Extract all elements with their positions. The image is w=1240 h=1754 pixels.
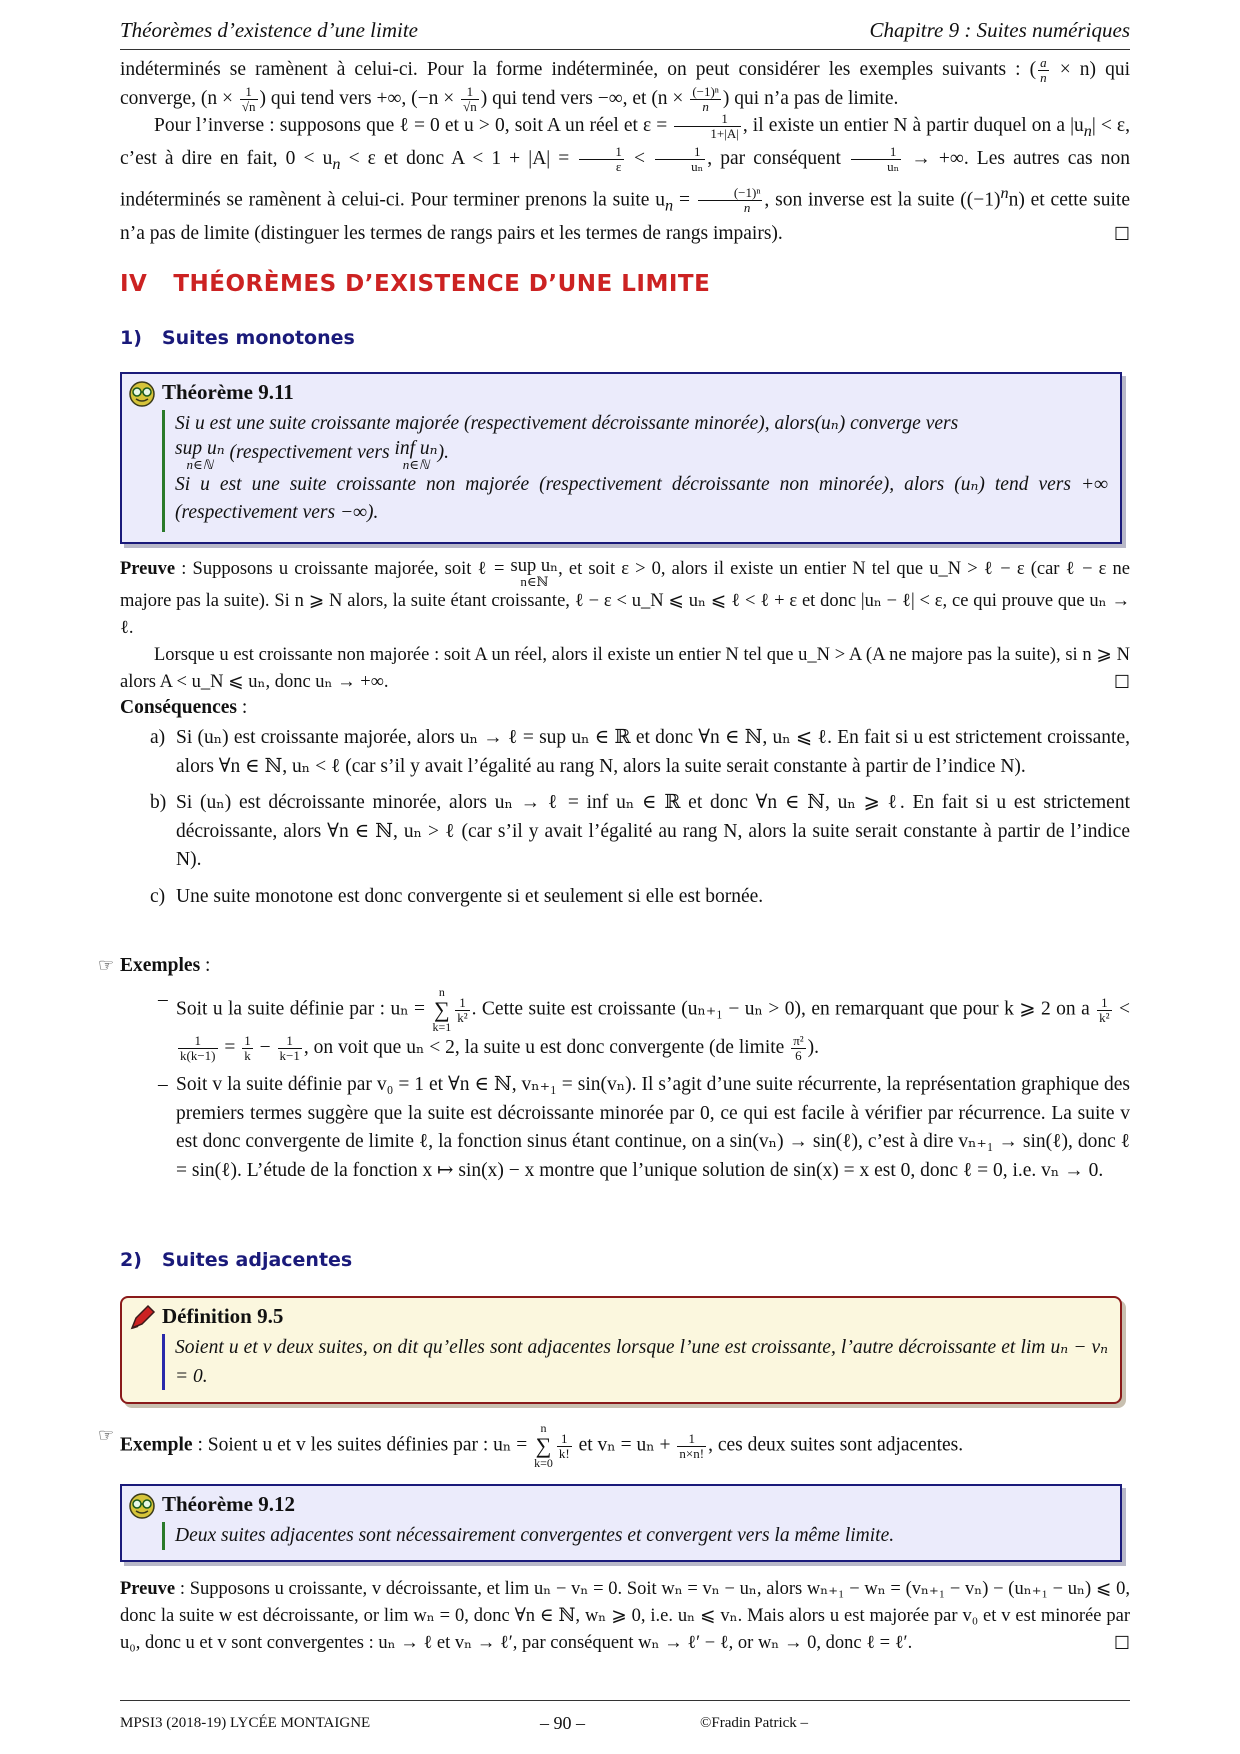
footer-left: MPSI3 (2018-19) LYCÉE MONTAIGNE [120, 1715, 371, 1731]
list-item: c) Une suite monotone est donc convergente si et seulement si elle est bornée. [150, 885, 764, 907]
sup-operator: sup uₙ n∈ℕ [175, 437, 225, 472]
pen-icon [128, 1304, 156, 1332]
fraction: $\frac{1}{k-1}$ [279, 1033, 300, 1064]
definition-9-5-box [120, 1296, 1122, 1404]
fraction: $\frac{1}{k}$ [244, 1033, 251, 1064]
fraction: $\frac{\text{(−1)ⁿ}}{n}$ [692, 84, 719, 115]
fraction: $\frac{\text{(−1)ⁿ}}{n}$ [698, 186, 763, 215]
consequences-list [150, 724, 1130, 919]
qed-symbol: ☐ [1113, 223, 1130, 244]
header-right: Chapitre 9 : Suites numériques [869, 18, 1130, 42]
theorem-title: Théorème 9.11 [162, 380, 294, 404]
pointing-hand-icon: ☞ [98, 955, 115, 976]
theorem-9-11-box [120, 372, 1122, 544]
theorem-body: Deux suites adjacentes sont nécessairement convergentes et convergent vers la même limite. [162, 1522, 1108, 1550]
intro-paragraph-2: Pour l’inverse : supposons que ℓ = 0 et u > 0, soit A un réel et ε = $\frac{1}{1+|A|}$ , il existe un entier N à partir duquel on a $|u_n| < \varepsilon$, c’est à dire en fait, $0 < u_n < \varepsilon$ et donc A < 1 + |A| = $\frac{1}{\varepsilon}$ < $\frac{1}{\text{uₙ}}$ , par conséquent $\frac{1}{\text{uₙ}}$ → +∞. Les autres cas non indéterminés se ramènent à celui-ci. Pour terminer prenons la suite $u_n$ = $\frac{\text{(−1)ⁿ}}{n}$ , son inverse est la suite $((-1)^nn)$ et cette suite n’a pas de limite (distinguer les termes de rangs pairs et les termes de rangs impairs). ☐ [120, 112, 1130, 248]
footer-right: ©Fradin Patrick – [700, 1715, 809, 1731]
fraction: $\frac{1}{√n}$ [241, 84, 256, 115]
definition-body: Soient u et v deux suites, on dit qu’elles sont adjacentes lorsque l’une est croissante, l’autre décroissante et lim uₙ − vₙ = 0. [162, 1334, 1108, 1390]
subsection-heading-monotones: 1) Suites monotones [120, 327, 355, 349]
fraction: $\frac{1}{k(k-1)}$ [180, 1033, 216, 1064]
header-left: Théorèmes d’existence d’une limite [120, 18, 418, 42]
section-heading: IV THÉORÈMES D’EXISTENCE D’UNE LIMITE [120, 271, 711, 297]
inf-operator: inf uₙ n∈ℕ [394, 437, 438, 472]
theorem-9-12-box [120, 1484, 1122, 1562]
fraction: $\frac{\text{π²}}{6}$ [793, 1033, 804, 1064]
smiley-glasses-icon [128, 1492, 156, 1520]
fraction: $\frac{1}{\text{k²}}$ [457, 994, 468, 1025]
list-item: b) Si (uₙ) est décroissante minorée, alors uₙ → ℓ = inf uₙ ∈ ℝ et donc ∀n ∈ ℕ, uₙ ⩾ ℓ. En fait si u est strictement décroissante, alors ∀n ∈ ℕ, uₙ > ℓ (car s’il y avait l’égalité au rang N, alors la suite serait constante à partir de l’indice N). [150, 792, 1130, 870]
definition-title: Définition 9.5 [162, 1304, 284, 1328]
proof-theorem-9-12: Preuve : Supposons u croissante, v décroissante, et lim uₙ − vₙ = 0. Soit wₙ = vₙ − uₙ, alors wₙ₊₁ − wₙ = (vₙ₊₁ − vₙ) − (uₙ₊₁ − uₙ) ⩽ 0, donc la suite w est décroissante, or lim wₙ = 0, donc ∀n ∈ ℕ, wₙ ⩾ 0, i.e. uₙ ⩽ vₙ. Mais alors u est majorée par v₀ et v est minorée par u₀, donc u et v sont convergentes : uₙ → ℓ et vₙ → ℓ′, par conséquent wₙ → ℓ′ − ℓ, or wₙ → 0, donc ℓ = ℓ′. ☐ [120, 1576, 1130, 1657]
examples-list [158, 985, 1130, 1193]
example-adjacentes: ☞ Exemple : Soient u et v les suites définies par : uₙ = n ∑ k=0 $\frac{1}{k!}$ et vₙ = uₙ + $\frac{1}{n\times n!}$ , ces deux suites sont adjacentes. [98, 1421, 964, 1470]
consequences-heading: Conséquences : [120, 697, 248, 718]
fraction: $\frac{1}{n\times n!}$ [679, 1430, 705, 1461]
fraction: $\frac{1}{\text{uₙ}}$ [851, 145, 901, 174]
fraction: $\frac{1}{\text{k²}}$ [1099, 994, 1110, 1025]
fraction: $\frac{1}{\varepsilon}$ [579, 145, 624, 174]
list-item: a) Si (uₙ) est croissante majorée, alors uₙ → ℓ = sup uₙ ∈ ℝ et donc ∀n ∈ ℕ, uₙ ⩽ ℓ. En fait si u est strictement croissante, alors ∀n ∈ ℕ, uₙ < ℓ (car s’il y avait l’égalité au rang N, alors la suite serait constante à partir de l’indice N). [150, 727, 1130, 777]
pointing-hand-icon: ☞ [98, 1425, 115, 1446]
smiley-glasses-icon [128, 380, 156, 408]
page-number: – 90 – [540, 1713, 585, 1733]
qed-symbol: ☐ [1113, 672, 1130, 692]
theorem-title: Théorème 9.12 [162, 1492, 295, 1516]
page [98, 0, 1131, 1754]
list-item: – Soit u la suite définie par : uₙ = n ∑ k=1 $\frac{1}{\text{k²}}$ . Cette suite est croissante (uₙ₊₁ − uₙ > 0), en remarquant que pour k ⩾ 2 on a $\frac{1}{\text{k²}}$ < $\frac{1}{k(k-1)}$ = $\frac{1}{k}$ − $\frac{1}{k-1}$ , on voit que uₙ < 2, la suite u est donc convergente (de limite $\frac{\text{π²}}{6}$ ). [158, 985, 1130, 1064]
page-footer [120, 1700, 1130, 1738]
fraction: $\frac{1}{√n}$ [463, 84, 477, 115]
intro-paragraph-1: indéterminés se ramènent à celui-ci. Pour la forme indéterminée, on peut considérer les exemples suivants : ( $\frac{a}{n}$ × n) qui converge, (n × $\frac{1}{√n}$ ) qui tend vers +∞, (−n × $\frac{1}{√n}$ ) qui tend vers −∞, et (n × $\frac{\text{(−1)ⁿ}}{n}$ ) qui n’a pas de limite. [120, 55, 1130, 115]
fraction: $\frac{a}{n}$ [1040, 55, 1047, 86]
fraction: $\frac{1}{\text{uₙ}}$ [655, 145, 705, 174]
sum-operator: n ∑ k=1 [432, 985, 452, 1034]
examples-heading: ☞ Exemples : [120, 952, 1130, 981]
sum-operator: n ∑ k=0 [534, 1421, 553, 1470]
fraction: $\frac{1}{k!}$ [558, 1430, 570, 1461]
subsection-heading-adjacentes: 2) Suites adjacentes [120, 1249, 353, 1271]
qed-symbol: ☐ [1113, 1633, 1130, 1653]
fraction: $\frac{1}{1+|A|}$ [674, 112, 740, 141]
theorem-body: Si u est une suite croissante majorée (respectivement décroissante minorée), alors(uₙ) converge vers sup uₙ n∈ℕ (respectivement vers inf uₙ n∈ℕ ). Si u est une suite croissante non majorée (respectivement décroissante non minorée), alors (uₙ) tend vers +∞ (respectivement vers −∞). [162, 410, 1108, 532]
proof-theorem-9-11: Preuve : Supposons u croissante majorée, soit ℓ = sup uₙ n∈ℕ , et soit ε > 0, alors il existe un entier N tel que u_N > ℓ − ε (car ℓ − ε ne majore pas la suite). Si n ⩾ N alors, la suite étant croissante, ℓ − ε < u_N ⩽ uₙ ⩽ ℓ < ℓ + ε et donc |uₙ − ℓ| < ε, ce qui prouve que uₙ → ℓ. Lorsque u est croissante non majorée : soit A un réel, alors il existe un entier N tel que u_N > A (A ne majore pas la suite), si n ⩾ N alors A < u_N ⩽ uₙ, donc uₙ → +∞. ☐ [120, 556, 1130, 696]
list-item: – Soit v la suite définie par v₀ = 1 et ∀n ∈ ℕ, vₙ₊₁ = sin(vₙ). Il s’agit d’une suite récurrente, la représentation graphique des premiers termes suggère que la suite est décroissante minorée par 0, ce qui est facile à vérifier par récurrence. La suite v est donc convergente de limite ℓ, la fonction sinus étant continue, on a sin(vₙ) → sin(ℓ), c’est à dire vₙ₊₁ → sin(ℓ), donc ℓ = sin(ℓ). L’étude de la fonction x ↦ sin(x) − x montre que l’unique solution de sin(x) = x est 0, donc ℓ = 0, i.e. vₙ → 0. [158, 1074, 1130, 1181]
running-header [120, 16, 1130, 50]
sup-operator: sup uₙ n∈ℕ [510, 556, 559, 589]
